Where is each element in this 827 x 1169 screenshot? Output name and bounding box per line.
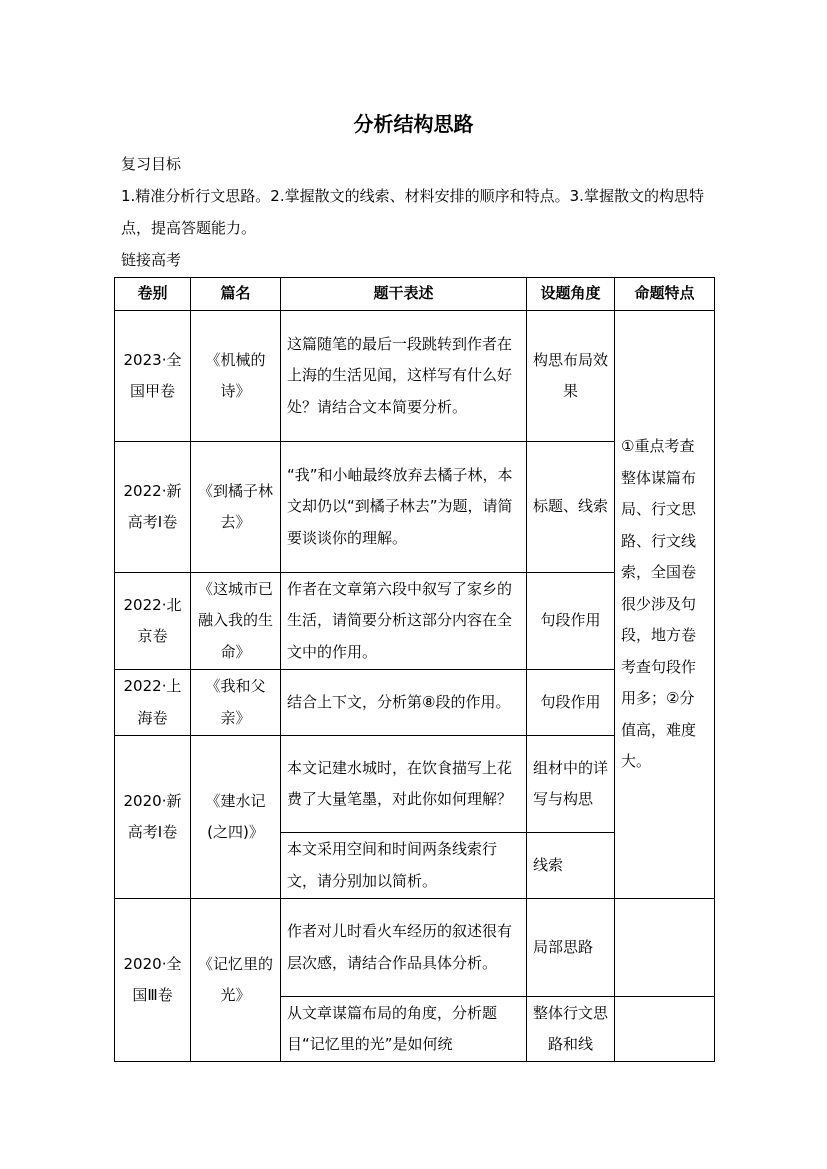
cell-paper: 2020·新高考Ⅰ卷 xyxy=(115,736,191,899)
exam-table xyxy=(114,277,715,1062)
cell-question: 这篇随笔的最后一段跳转到作者在上海的生活见闻，这样写有什么好处？请结合文本简要分析。 xyxy=(281,311,527,442)
cell-paper: 2020·全国Ⅲ卷 xyxy=(115,899,191,1062)
cell-article: 《这城市已融入我的生命》 xyxy=(191,573,281,670)
cell-article: 《记忆里的光》 xyxy=(191,899,281,1062)
header-feature: 命题特点 xyxy=(615,278,715,311)
table-row xyxy=(115,311,715,442)
cell-angle: 局部思路 xyxy=(527,899,615,997)
cell-article: 《机械的诗》 xyxy=(191,311,281,442)
cell-paper: 2022·北京卷 xyxy=(115,573,191,670)
cell-angle: 线索 xyxy=(527,833,615,899)
cell-question: “我”和小岫最终放弃去橘子林，本文却仍以“到橘子林去”为题，请简要谈谈你的理解。 xyxy=(281,442,527,573)
cell-article: 《建水记(之四)》 xyxy=(191,736,281,899)
gaokao-link-heading: 链接高考 xyxy=(121,251,182,269)
cell-question: 本文记建水城时，在饮食描写上花费了大量笔墨，对此你如何理解？ xyxy=(281,736,527,833)
cell-angle: 标题、线索 xyxy=(527,442,615,573)
cell-paper: 2022·新高考Ⅰ卷 xyxy=(115,442,191,573)
header-paper: 卷别 xyxy=(115,278,191,311)
cell-angle: 句段作用 xyxy=(527,670,615,736)
cell-article: 《我和父亲》 xyxy=(191,670,281,736)
cell-feature: ①重点考查整体谋篇布局、行文思路、行文线索，全国卷很少涉及句段，地方卷考查句段作用多；②分值高，难度大。 xyxy=(615,311,715,899)
review-target-body: 1.精准分析行文思路。2.掌握散文的线索、材料安排的顺序和特点。3.掌握散文的构思特点，提高答题能力。 xyxy=(121,187,704,237)
cell-angle: 句段作用 xyxy=(527,573,615,670)
cell-question: 本文采用空间和时间两条线索行文，请分别加以简析。 xyxy=(281,833,527,899)
cell-angle: 构思布局效果 xyxy=(527,311,615,442)
cell-question: 从文章谋篇布局的角度，分析题目“记忆里的光”是如何统 xyxy=(281,997,527,1062)
review-target-heading: 复习目标 xyxy=(121,155,182,173)
cell-question: 作者对儿时看火车经历的叙述很有层次感，请结合作品具体分析。 xyxy=(281,899,527,997)
cell-article: 《到橘子林去》 xyxy=(191,442,281,573)
header-angle: 设题角度 xyxy=(527,278,615,311)
cell-angle: 整体行文思路和线 xyxy=(527,997,615,1062)
cell-question: 结合上下文，分析第⑧段的作用。 xyxy=(281,670,527,736)
page-title: 分析结构思路 xyxy=(353,112,474,136)
cell-paper: 2023·全国甲卷 xyxy=(115,311,191,442)
cell-feature-empty xyxy=(615,899,715,997)
header-question: 题干表述 xyxy=(281,278,527,311)
cell-paper: 2022·上海卷 xyxy=(115,670,191,736)
cell-feature-empty xyxy=(615,997,715,1062)
cell-question: 作者在文章第六段中叙写了家乡的生活，请简要分析这部分内容在全文中的作用。 xyxy=(281,573,527,670)
cell-angle: 组材中的详写与构思 xyxy=(527,736,615,833)
header-article: 篇名 xyxy=(191,278,281,311)
table-header-row xyxy=(115,278,715,311)
table-row xyxy=(115,899,715,997)
